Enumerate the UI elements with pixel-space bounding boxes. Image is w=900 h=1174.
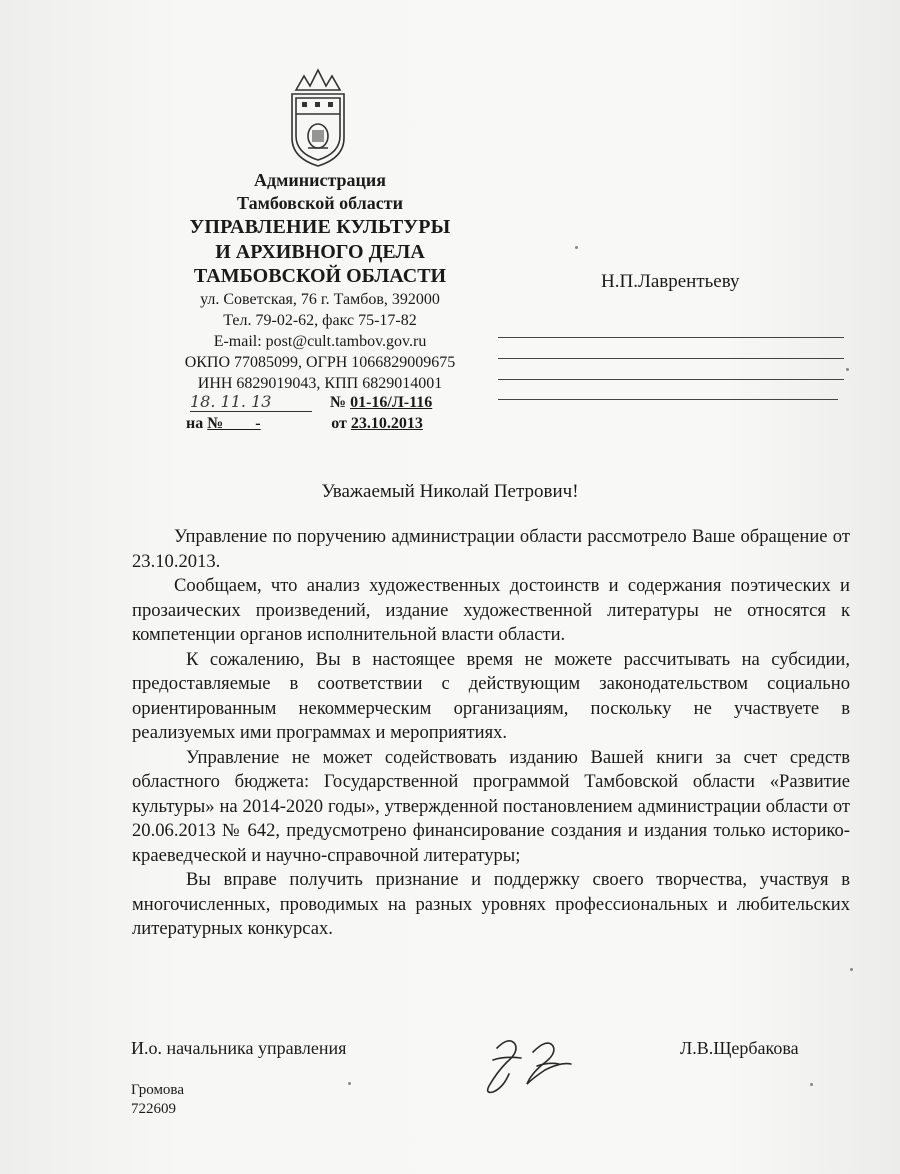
letterhead-line-2: Тамбовской области (237, 193, 403, 213)
address-line-4 (498, 399, 838, 400)
paragraph-4: Управление не может содействовать изданию Вашей книги за счет средств областного бюджета: Государственной программой Тамбовской области «Развитие культуры» на 2014-2020 годы», утвержденной постановлением администрации области от 20.06.2013 № 642, предусмотрено финансирование создания и издания только историко-краеведческой и научно-справочной литературы; (132, 746, 850, 866)
reply-from-label: от (331, 415, 347, 432)
paragraph-5: Вы вправе получить признание и поддержку своего творчества, участвуя в многочисленных, проводимых на разных уровнях профессиональных и любительских литературных конкурсах. (132, 869, 850, 939)
letterhead-okpo: ОКПО 77085099, ОГРН 1066829009675 (184, 354, 456, 371)
paragraph-1: Управление по поручению администрации области рассмотрело Ваше обращение от 23.10.2013. (132, 526, 850, 572)
letterhead-address: ул. Советская, 76 г. Тамбов, 392000 (200, 291, 440, 308)
greeting: Уважаемый Николай Петрович! (321, 481, 579, 502)
reg-number (330, 394, 432, 412)
letterhead-line-4: И АРХИВНОГО ДЕЛА (215, 241, 425, 263)
signatory-position: И.о. начальника управления (131, 1038, 347, 1058)
address-line-1 (498, 337, 844, 338)
reply-to-label: на (186, 415, 204, 432)
address-line-2 (498, 358, 844, 359)
handwritten-date: 18. 11. 13 (190, 392, 312, 412)
signatory-name: Л.В.Щербакова (680, 1038, 799, 1058)
letterhead-phone: Тел. 79-02-62, факс 75-17-82 (223, 312, 417, 329)
letterhead-email: E-mail: post@cult.tambov.gov.ru (213, 333, 427, 350)
scan-speck (575, 246, 578, 249)
reply-to-line (186, 415, 423, 433)
scan-speck (846, 368, 849, 371)
letterhead-line-3: УПРАВЛЕНИЕ КУЛЬТУРЫ (189, 216, 451, 238)
letterhead-line-5: ТАМБОВСКОЙ ОБЛАСТИ (193, 265, 447, 287)
executor-phone: 722609 (131, 1101, 176, 1117)
scan-speck (850, 968, 853, 971)
letterhead-line-1: Администрация (253, 170, 387, 190)
letter-body (132, 525, 850, 942)
reg-number-value: 01-16/Л-116 (350, 394, 433, 411)
reply-from-date: 23.10.2013 (350, 415, 423, 432)
reg-number-label: № (330, 394, 347, 411)
scan-speck (348, 1082, 351, 1085)
paragraph-2: Сообщаем, что анализ художественных достоинств и содержания поэтических и прозаических произведений, издание художественной литературы не относятся к компетенции органов исполнительной власти области. (132, 575, 850, 645)
coat-of-arms-icon (282, 68, 354, 168)
scan-speck (810, 1083, 813, 1086)
addressee-name: Н.П.Лаврентьеву (601, 271, 740, 292)
handwritten-signature (475, 1030, 595, 1100)
address-line-3 (498, 379, 844, 380)
paragraph-3: К сожалению, Вы в настоящее время не можете рассчитывать на субсидии, предоставляемые в соответствии с действующим законодательством социально ориентированным некоммерческим организациям, поскольку не участвуете в реализуемых ими программах и мероприятиях. (132, 648, 850, 743)
letterhead-inn: ИНН 6829019043, КПП 6829014001 (197, 375, 443, 392)
executor-name: Громова (131, 1082, 184, 1098)
reply-to-number: № - (207, 415, 261, 432)
